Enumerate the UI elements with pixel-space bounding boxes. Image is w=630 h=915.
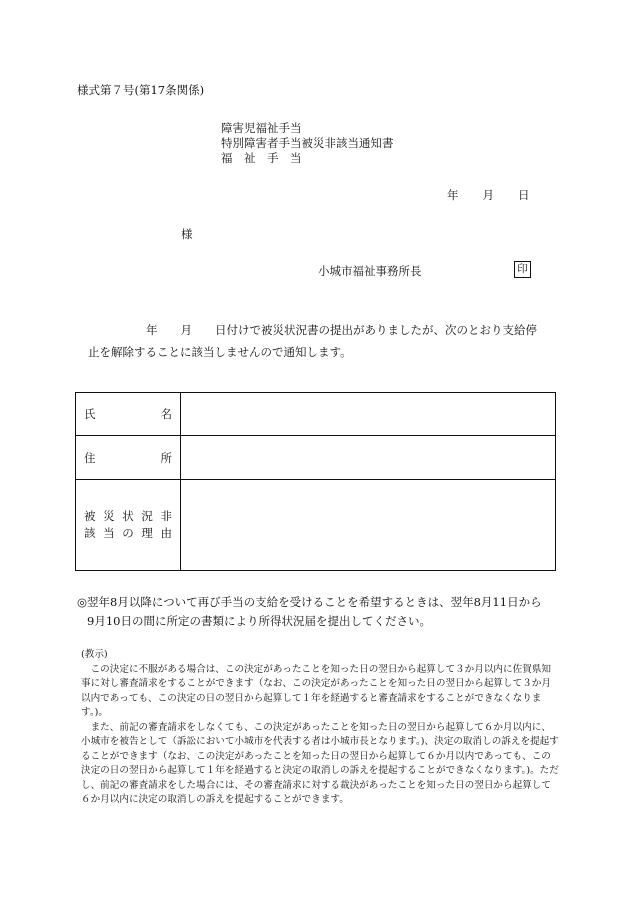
date-month: 月 bbox=[482, 188, 494, 202]
reason-label: 被 災 状 況 非 該 当 の 理 由 bbox=[84, 509, 172, 540]
address-label: 住 所 bbox=[84, 450, 172, 465]
address-field[interactable] bbox=[181, 436, 556, 480]
notice-paragraph-2: また、前記の審査請求をしなくても、この決定があったことを知った日の翌日から起算して６か月以内に、小城市を被告として（訴訟において小城市を代表する者は小城市長となります。)、決定の取消しの訴えを提起することができます（なお、この決定があったことを知った日の翌日から起算して６か月以内であっても、この決定の日の翌日から起算して１年を経過すると決定の取消しの訴えを提起することができなくなります。)。ただし、前記の審査請求をした場合には、その審査請求に対する裁決があったことを知った日の翌日から起算して６か月以内に決定の取消しの訴えを提起することができます。 bbox=[81, 721, 559, 805]
name-label: 氏 名 bbox=[84, 407, 172, 421]
table-row-name bbox=[76, 393, 556, 436]
info-table bbox=[75, 392, 556, 571]
table-row-address bbox=[76, 436, 556, 480]
name-field[interactable] bbox=[181, 393, 556, 436]
notice-paragraph-1: この決定に不服がある場合は、この決定があったことを知った日の翌日から起算して３か月以内に佐賀県知事に対し審査請求をすることができます（なお、この決定があったことを知った日の翌日から起算して３か月以内であっても、この決定の日の翌日から起算して１年を経過すると審査請求をすることができなくなります。)。 bbox=[81, 663, 551, 718]
date-year: 年 bbox=[447, 188, 459, 202]
renewal-note bbox=[77, 593, 557, 631]
reason-field[interactable] bbox=[181, 480, 556, 571]
title-line-2: 特別障害者手当被災非該当通知書 bbox=[221, 136, 394, 150]
note-line-1: ◎翌年8月以降について再び手当の支給を受けることを希望するときは、翌年8月11日から bbox=[77, 595, 542, 609]
date-day: 日 bbox=[518, 188, 530, 202]
table-row-reason bbox=[76, 480, 556, 571]
body-line-2: 止を解除することに該当しませんので通知します。 bbox=[88, 345, 352, 359]
body-line-1: 年 月 日付けで被災状況書の提出がありましたが、次のとおり支給停 bbox=[146, 323, 537, 337]
document-titles bbox=[221, 121, 394, 166]
seal-mark: 印 bbox=[514, 261, 531, 278]
title-line-1: 障害児福祉手当 bbox=[221, 121, 302, 135]
appeal-notice bbox=[81, 648, 559, 808]
body-text bbox=[88, 319, 558, 363]
form-id: 様式第７号(第17条関係) bbox=[77, 83, 205, 97]
notice-header: (教示) bbox=[81, 649, 108, 660]
addressee: 様 bbox=[181, 227, 193, 241]
note-line-2: 9月10日の間に所定の書類により所得状況届を提出してください。 bbox=[87, 614, 431, 628]
issuer: 小城市福祉事務所長 bbox=[318, 264, 422, 278]
date-line bbox=[447, 187, 530, 203]
title-line-3: 福 祉 手 当 bbox=[221, 151, 302, 165]
